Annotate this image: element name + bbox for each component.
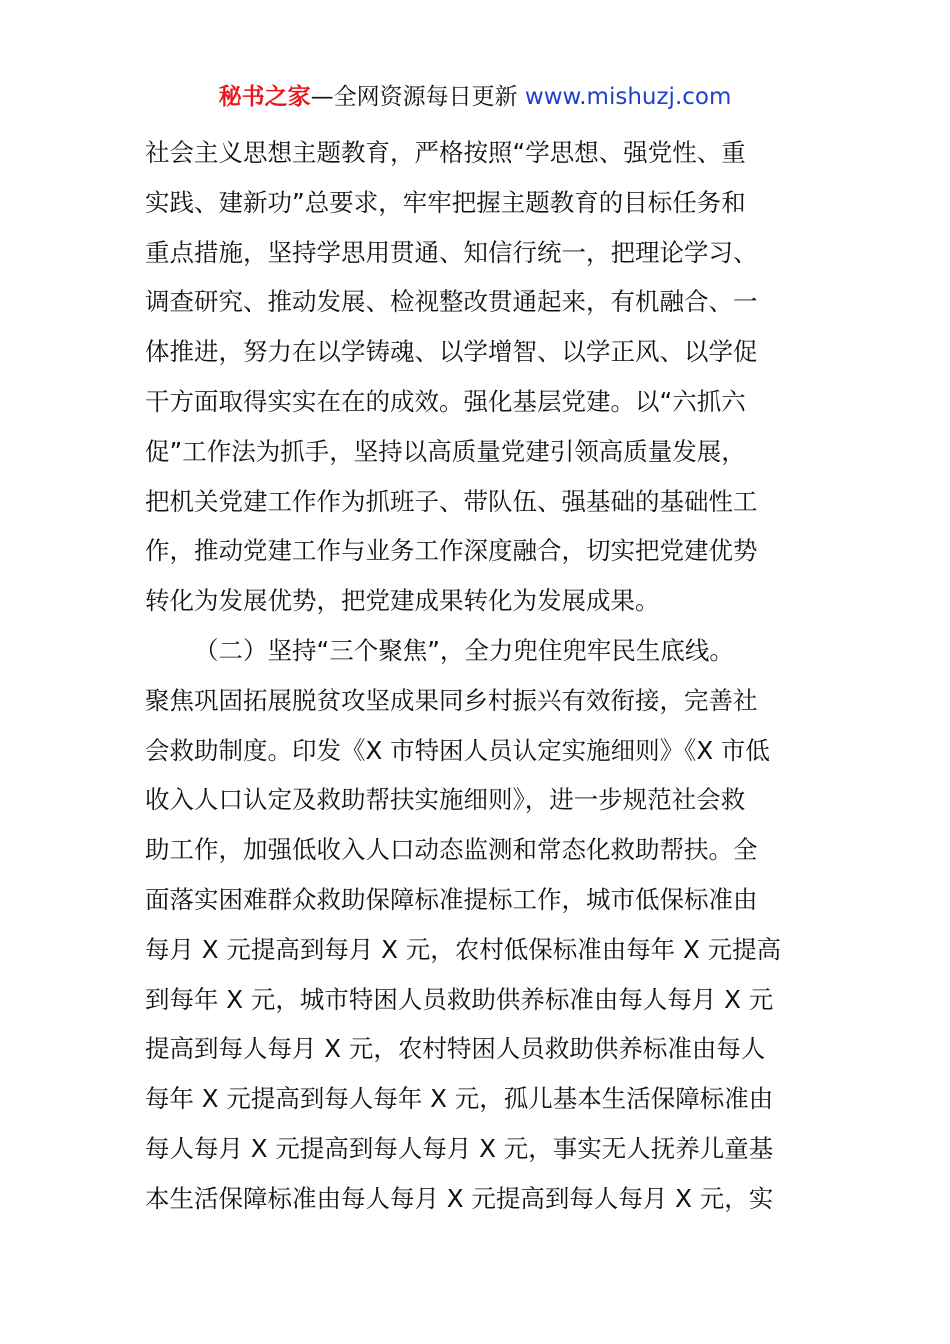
text-line: 每月 X 元提高到每月 X 元，农村低保标准由每年 X 元提高 [145,934,782,964]
text-line: 助工作，加强低收入人口动态监测和常态化救助帮扶。全 [145,835,758,865]
site-header [0,80,950,114]
text-line: 作，推动党建工作与业务工作深度融合，切实把党建优势 [145,536,758,566]
text-line: 本生活保障标准由每人每月 X 元提高到每人每月 X 元，实 [145,1183,774,1213]
text-line: 调查研究、推动发展、检视整改贯通起来，有机融合、一 [145,287,758,317]
text-line: 收入人口认定及救助帮扶实施细则》，进一步规范社会救 [145,785,746,815]
text-line: 每人每月 X 元提高到每人每月 X 元，事实无人抚养儿童基 [145,1133,774,1163]
text-line: 促”工作法为抓手，坚持以高质量党建引领高质量发展， [145,436,746,466]
text-line: 把机关党建工作作为抓班子、带队伍、强基础的基础性工 [145,486,758,516]
site-url-link[interactable]: www.mishuzj.com [524,84,732,110]
text-line: 聚焦巩固拓展脱贫攻坚成果同乡村振兴有效衔接，完善社 [145,685,758,715]
text-line: 社会主义思想主题教育，严格按照“学思想、强党性、重 [145,138,746,167]
text-line: 重点措施，坚持学思用贯通、知信行统一，把理论学习、 [145,237,758,267]
section-heading-line: （二）坚持“三个聚焦”，全力兜住兜牢民生底线。 [194,635,734,665]
text-line: 会救助制度。印发《X 市特困人员认定实施细则》《X 市低 [145,735,770,765]
text-line: 每年 X 元提高到每人每年 X 元，孤儿基本生活保障标准由 [145,1084,774,1114]
text-line: 转化为发展优势，把党建成果转化为发展成果。 [145,586,660,616]
text-line: 到每年 X 元，城市特困人员救助供养标准由每人每月 X 元 [145,984,774,1014]
text-line: 实践、建新功”总要求，牢牢把握主题教育的目标任务和 [145,187,746,217]
text-line: 体推进，努力在以学铸魂、以学增智、以学正风、以学促 [145,337,758,367]
text-line: 提高到每人每月 X 元，农村特困人员救助供养标准由每人 [145,1034,766,1064]
text-line: 面落实困难群众救助保障标准提标工作，城市低保标准由 [145,884,758,914]
document-body [145,128,825,1224]
site-tagline: —全网资源每日更新 [310,84,525,110]
text-line: 干方面取得实实在在的成效。强化基层党建。以“六抓六 [145,386,746,416]
site-brand: 秘书之家 [218,84,311,110]
